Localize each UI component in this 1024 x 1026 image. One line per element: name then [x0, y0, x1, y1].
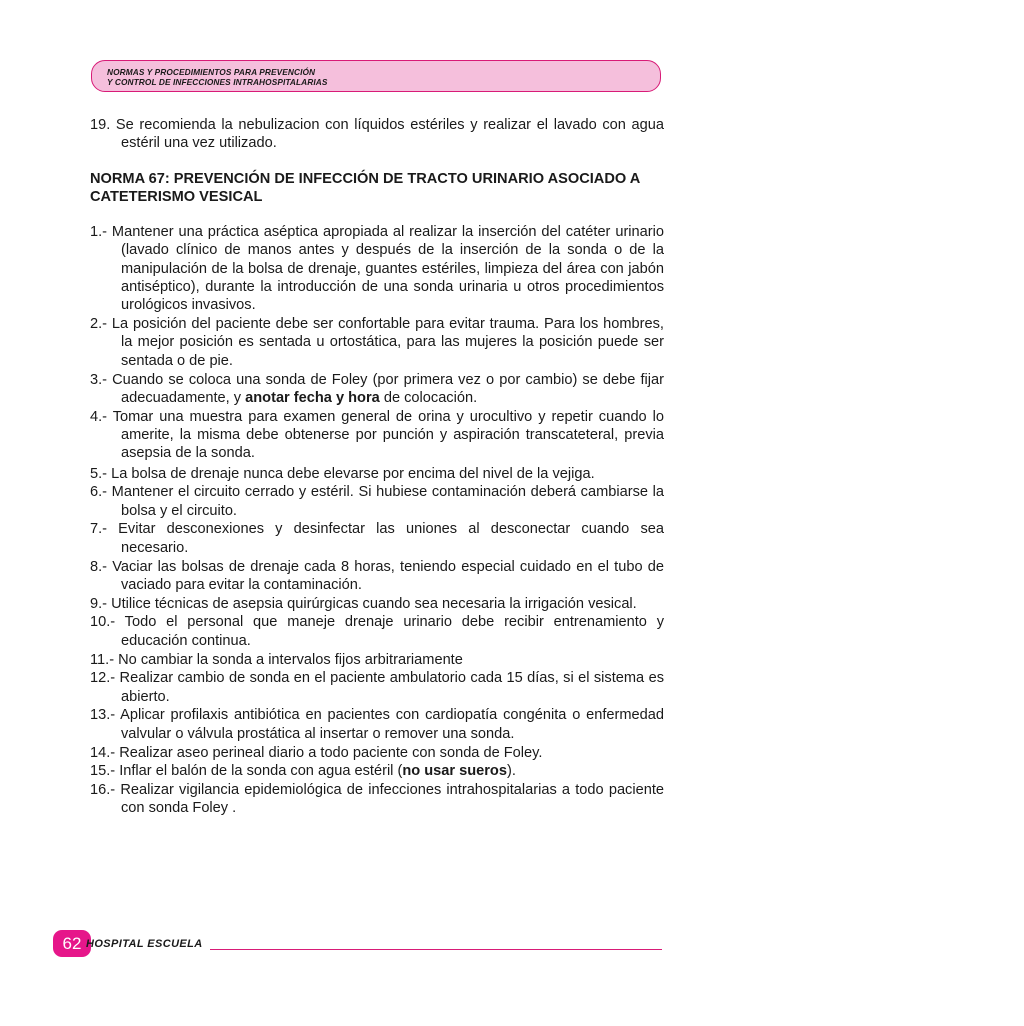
norma-item: 7.- Evitar desconexiones y desinfectar las uniones al desconectar cuando sea necesario.: [90, 521, 664, 556]
norma-item: 11.- No cambiar la sonda a intervalos fijos arbitrariamente: [90, 651, 463, 668]
norma-item-emphasis: anotar fecha y hora: [245, 389, 380, 406]
norma-item: 8.- Vaciar las bolsas de drenaje cada 8 horas, teniendo especial cuidado en el tubo de vaciado para evitar la contaminación.: [90, 558, 664, 593]
norma-item-text: 15.- Inflar el balón de la sonda con agua estéril (: [90, 763, 403, 780]
norma-item-emphasis: no usar sueros: [402, 763, 507, 780]
intro-paragraph: 19. Se recomienda la nebulizacion con líquidos estériles y realizar el lavado con agua estéril una vez utilizado.: [90, 117, 664, 152]
norma-item-list: [90, 223, 664, 818]
norma-heading: NORMA 67: PREVENCIÓN DE INFECCIÓN DE TRACTO URINARIO ASOCIADO A CATETERISMO VESICAL: [90, 170, 640, 205]
norma-item: 6.- Mantener el circuito cerrado y estéril. Si hubiese contaminación deberá cambiarse la bolsa y el circuito.: [90, 484, 664, 519]
norma-item: 4.- Tomar una muestra para examen general de orina y urocultivo y repetir cuando lo amerite, la misma debe obtenerse por punción y aspiración transcateteral, previa asepsia de la sonda.: [90, 408, 664, 462]
norma-item: 2.- La posición del paciente debe ser confortable para evitar trauma. Para los hombres, la mejor posición es sentada u ortostática, para las mujeres la posición puede ser sentada o de pie.: [90, 316, 664, 369]
norma-item: 5.- La bolsa de drenaje nunca debe elevarse por encima del nivel de la vejiga.: [90, 465, 595, 482]
norma-item: 9.- Utilice técnicas de asepsia quirúrgicas cuando sea necesaria la irrigación vesical.: [90, 595, 637, 612]
footer-rule: [210, 949, 662, 950]
norma-item: 10.- Todo el personal que maneje drenaje urinario debe recibir entrenamiento y educación continua.: [90, 614, 664, 649]
running-header-line-1: NORMAS Y PROCEDIMIENTOS PARA PREVENCIÓN: [107, 67, 316, 77]
running-header-line-2: Y CONTROL DE INFECCIONES INTRAHOSPITALARIAS: [107, 77, 328, 87]
norma-item: [90, 371, 664, 408]
norma-item: 16.- Realizar vigilancia epidemiológica de infecciones intrahospitalarias a todo paciente con sonda Foley .: [90, 782, 664, 817]
norma-item-text: de colocación.: [379, 389, 478, 406]
page-body: [90, 116, 664, 818]
page-number-badge: 62: [53, 930, 91, 957]
norma-item: 13.- Aplicar profilaxis antibiótica en pacientes con cardiopatía congénita o enfermedad valvular o válvula prostática al insertar o remover una sonda.: [90, 707, 664, 742]
norma-item: 1.- Mantener una práctica aséptica apropiada al realizar la inserción del catéter urinario (lavado clínico de manos antes y después de la inserción de la sonda o de la manipulación de la bolsa de drenaje, guantes estériles, limpieza del área con jabón antiséptico), durante la introducción de una sonda urinaria u otros procedimientos urológicos invasivos.: [90, 224, 664, 314]
norma-item: [90, 762, 664, 780]
norma-item-text: 3.- Cuando se coloca una sonda de Foley (por primera vez o por cambio) se debe fijar adecuadamente, y: [90, 371, 664, 406]
running-header: [91, 60, 661, 92]
norma-item: 12.- Realizar cambio de sonda en el paciente ambulatorio cada 15 días, si el sistema es abierto.: [90, 670, 664, 705]
norma-item-text: ).: [506, 763, 516, 780]
norma-item: 14.- Realizar aseo perineal diario a todo paciente con sonda de Foley.: [90, 744, 543, 761]
footer-label: HOSPITAL ESCUELA: [86, 938, 203, 950]
